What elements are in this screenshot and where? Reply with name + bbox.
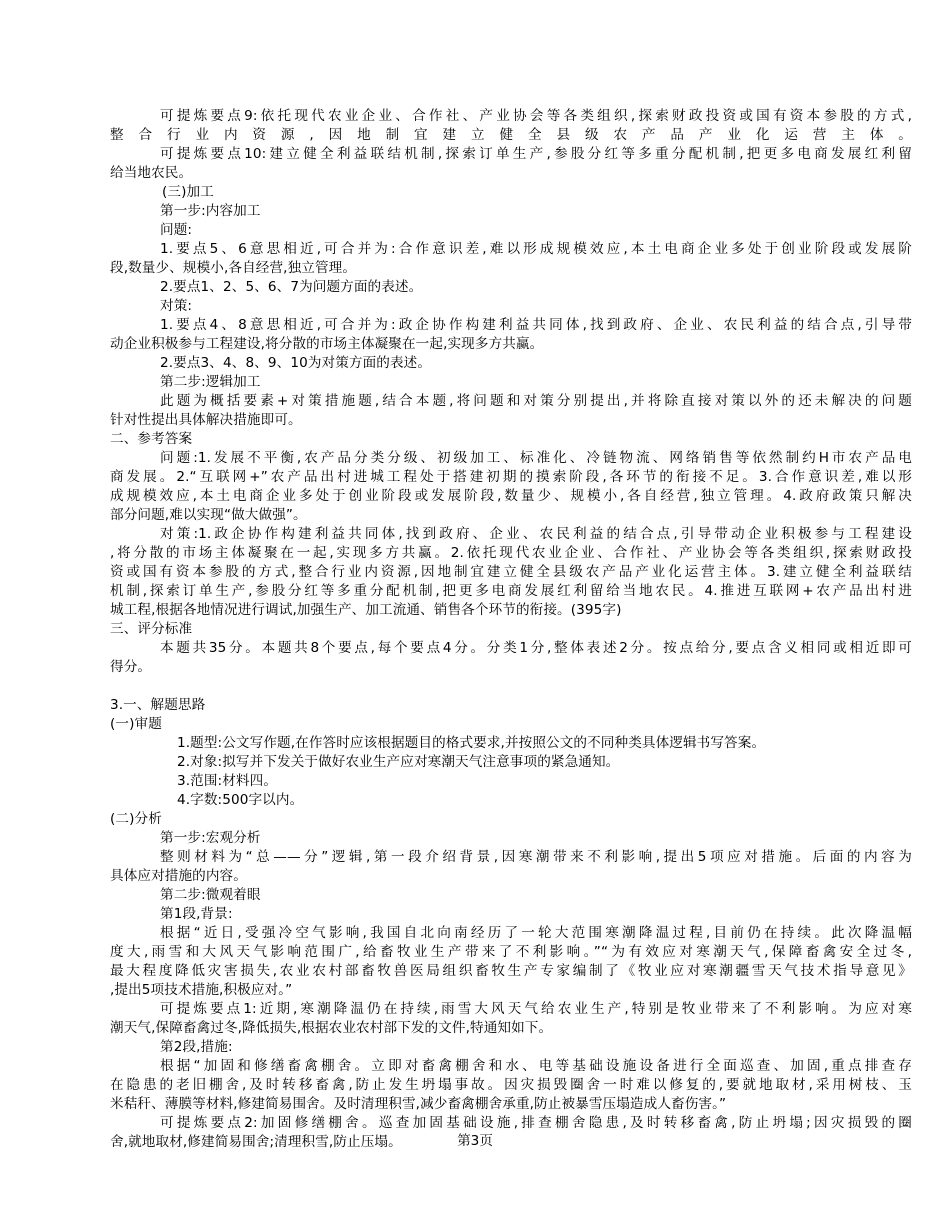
text-line: 最大程度降低灾害损失,农业农村部畜牧兽医局组织畜牧生产专家编制了《牧业应对寒潮疆雪天气技术指导意见》 — [110, 963, 912, 979]
text-line: 根据“加固和修缮畜禽棚舍。立即对畜禽棚舍和水、电等基础设施设备进行全面巡查、加固,重点排查存 — [160, 1058, 912, 1074]
text-line: 3.范围:材料四。 — [177, 773, 278, 789]
text-line: 第2段,措施: — [160, 1039, 233, 1055]
text-line: 针对性提出具体解决措施即可。 — [110, 412, 302, 428]
text-line: ,将分散的市场主体凝聚在一起,实现多方共赢。2.依托现代农业企业、合作社、产业协会等各类组织,探索财政投 — [110, 545, 912, 561]
text-line: 资或国有资本参股的方式,整合行业内资源,因地制宜建立健全县级农产品产业化运营主体。3.建立健全利益联结 — [110, 564, 912, 580]
text-line: 机制,探索订单生产,参股分红等多重分配机制,把更多电商发展红利留给当地农民。4.推进互联网+农产品出村进 — [110, 583, 912, 599]
text-line: 具体应对措施的内容。 — [110, 868, 247, 884]
text-line: 4.字数:500字以内。 — [177, 792, 304, 808]
text-line: 对策:1.政企协作构建利益共同体,找到政府、企业、农民利益的结合点,引导带动企业积极参与工程建设 — [160, 526, 912, 542]
question-heading: 3.一、解题思路 — [110, 697, 206, 713]
section-heading: 三、评分标准 — [110, 621, 193, 637]
text-line: 问题:1.发展不平衡,农产品分类分级、初级加工、标准化、冷链物流、网络销售等依然制约H市农产品电 — [160, 450, 912, 466]
text-line: 商发展。2.“互联网+”农产品出村进城工程处于搭建初期的摸索阶段,各环节的衔接不足。3.合作意识差,难以形 — [110, 469, 912, 485]
text-line: 2.要点1、2、5、6、7为问题方面的表述。 — [160, 279, 423, 295]
text-line: 舍,就地取材,修建简易围舍;清理积雪,防止压塌。 — [110, 1134, 402, 1150]
section-heading: 二、参考答案 — [110, 431, 193, 447]
step-heading: 第一步:宏观分析 — [160, 830, 261, 846]
text-line: 整合行业内资源,因地制宜建立健全县级农产品产业化运营主体。 — [110, 127, 912, 143]
text-line: 米秸秆、薄膜等材料,修建简易围舍。及时清理积雪,减少畜禽棚舍承重,防止被暴雪压塌造成人畜伤害。” — [110, 1096, 727, 1112]
text-line: 可提炼要点1:近期,寒潮降温仍在持续,雨雪大风天气给农业生产,特别是牧业带来了不利影响。为应对寒 — [160, 1001, 912, 1017]
step-heading: 第一步:内容加工 — [160, 203, 261, 219]
text-line: 度大,雨雪和大风天气影响范围广,给畜牧业生产带来了不利影响。”“为有效应对寒潮天气,保障畜禽安全过冬, — [110, 944, 912, 960]
text-line: 1.要点4、8意思相近,可合并为:政企协作构建利益共同体,找到政府、企业、农民利益的结合点,引导带 — [160, 317, 912, 333]
text-line: 可提炼要点9:依托现代农业企业、合作社、产业协会等各类组织,探索财政投资或国有资本参股的方式, — [160, 108, 912, 124]
text-line: 可提炼要点2:加固修缮棚舍。巡查加固基础设施,排查棚舍隐患,及时转移畜禽,防止坍塌;因灾损毁的圈 — [160, 1115, 912, 1131]
text-line: 本题共35分。本题共8个要点,每个要点4分。分类1分,整体表述2分。按点给分,要点含义相同或相近即可 — [160, 640, 912, 656]
text-line: 第1段,背景: — [160, 906, 233, 922]
text-line: 此题为概括要素+对策措施题,结合本题,将问题和对策分别提出,并将除直接对策以外的还未解决的问题 — [160, 393, 912, 409]
text-line: 整则材料为“总——分”逻辑,第一段介绍背景,因寒潮带来不利影响,提出5项应对措施。后面的内容为 — [160, 849, 912, 865]
text-line: 动企业积极参与工程建设,将分散的市场主体凝聚在一起,实现多方共赢。 — [110, 336, 544, 352]
text-line: 成规模效应,本土电商企业多处于创业阶段或发展阶段,数量少、规模小,各自经营,独立管理。4.政府政策只解决 — [110, 488, 912, 504]
text-line: 可提炼要点10:建立健全利益联结机制,探索订单生产,参股分红等多重分配机制,把更多电商发展红利留 — [160, 146, 912, 162]
text-line: 给当地农民。 — [110, 165, 193, 181]
section-heading: (二)分析 — [110, 811, 162, 827]
step-heading: 第二步:微观着眼 — [160, 887, 261, 903]
text-line: 潮天气,保障畜禽过冬,降低损失,根据农业农村部下发的文件,特通知如下。 — [110, 1020, 553, 1036]
text-line: 得分。 — [110, 659, 152, 675]
text-line: 对策: — [160, 298, 193, 314]
text-line: 部分问题,难以实现“做大做强”。 — [110, 507, 307, 523]
section-heading: (三)加工 — [162, 184, 214, 200]
text-line: 城工程,根据各地情况进行调试,加强生产、加工流通、销售各个环节的衔接。(395字) — [110, 602, 622, 618]
text-line: 问题: — [160, 222, 193, 238]
page-number: 第3页 — [457, 1133, 493, 1149]
text-line: 段,数量少、规模小,各自经营,独立管理。 — [110, 260, 357, 276]
text-line: 1.题型:公文写作题,在作答时应该根据题目的格式要求,并按照公文的不同种类具体逻辑书写答案。 — [177, 735, 766, 751]
step-heading: 第二步:逻辑加工 — [160, 374, 261, 390]
text-line: 2.对象:拟写并下发关于做好农业生产应对寒潮天气注意事项的紧急通知。 — [177, 754, 620, 770]
section-heading: (一)审题 — [110, 716, 162, 732]
text-line: 1.要点5、6意思相近,可合并为:合作意识差,难以形成规模效应,本土电商企业多处于创业阶段或发展阶 — [160, 241, 912, 257]
text-line: ,提出5项技术措施,积极应对。” — [110, 982, 293, 998]
text-line: 在隐患的老旧棚舍,及时转移畜禽,防止发生坍塌事故。因灾损毁圈舍一时难以修复的,要就地取材,采用树枝、玉 — [110, 1077, 912, 1093]
text-line: 根据“近日,受强冷空气影响,我国自北向南经历了一轮大范围寒潮降温过程,目前仍在持续。此次降温幅 — [160, 925, 912, 941]
text-line: 2.要点3、4、8、9、10为对策方面的表述。 — [160, 355, 432, 371]
